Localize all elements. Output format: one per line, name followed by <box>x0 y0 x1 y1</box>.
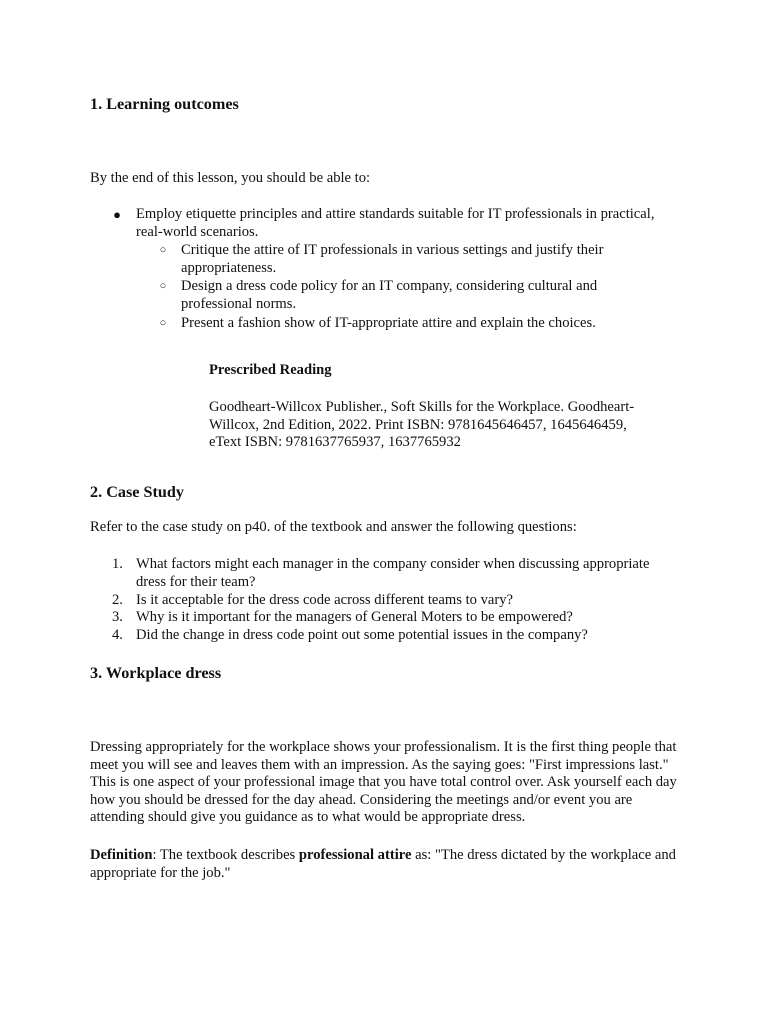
prescribed-reading-title: Prescribed Reading <box>209 362 332 378</box>
definition-pre: : The textbook describes <box>152 847 299 863</box>
sub-bullet-text: Critique the attire of IT professionals in various settings and justify their appropriateness. <box>181 242 604 276</box>
definition-paragraph <box>90 847 680 882</box>
section-heading-workplace-dress: 3. Workplace dress <box>90 664 222 682</box>
question-text: What factors might each manager in the company consider when discussing appropriate dress for their team? <box>136 556 650 590</box>
definition-term: professional attire <box>298 847 412 863</box>
bullet-circle-icon: ○ <box>159 317 167 329</box>
section-heading-learning-outcomes: 1. Learning outcomes <box>90 95 239 113</box>
question-text: Is it acceptable for the dress code across different teams to vary? <box>136 592 513 608</box>
question-number: 2. <box>112 592 123 608</box>
sub-bullet-text: Present a fashion show of IT-appropriate attire and explain the choices. <box>181 315 596 331</box>
learning-intro: By the end of this lesson, you should be able to: <box>90 170 371 186</box>
prescribed-reading-text: Goodheart-Willcox Publisher., Soft Skills for the Workplace. Goodheart-Willcox, 2nd Edition, 2022. Print ISBN: 9781645646457, 1645646459, eText ISBN: 9781637765937, 1637765932 <box>209 399 635 450</box>
bullet-circle-icon: ○ <box>159 244 167 256</box>
definition-post: as: "The dress dictated by the workplace and appropriate for the job." <box>90 847 676 881</box>
sub-bullet-text: Design a dress code policy for an IT company, considering cultural and professional norms. <box>181 278 598 312</box>
question-number: 3. <box>112 609 123 625</box>
bullet-disc-icon: ● <box>113 207 121 222</box>
definition-label: Definition <box>90 847 153 863</box>
question-number: 1. <box>112 556 123 572</box>
main-bullet-text: Employ etiquette principles and attire standards suitable for IT professionals in practical, real-world scenarios. <box>136 206 655 240</box>
question-text: Did the change in dress code point out some potential issues in the company? <box>136 627 588 643</box>
section-heading-case-study: 2. Case Study <box>90 483 184 501</box>
question-text: Why is it important for the managers of General Moters to be empowered? <box>136 609 573 625</box>
case-study-intro: Refer to the case study on p40. of the textbook and answer the following questions: <box>90 519 577 535</box>
question-number: 4. <box>112 627 123 643</box>
workplace-dress-paragraph: Dressing appropriately for the workplace shows your professionalism. It is the first thing people that meet you will see and leaves them with an impression. As the saying goes: "First impressions last." This is one aspect of your professional image that you have total control over. Ask yourself each day how you should be dressed for the day ahead. Considering the meetings and/or event you are attending should give you guidance as to what would be appropriate dress. <box>90 739 677 825</box>
bullet-circle-icon: ○ <box>159 280 167 292</box>
